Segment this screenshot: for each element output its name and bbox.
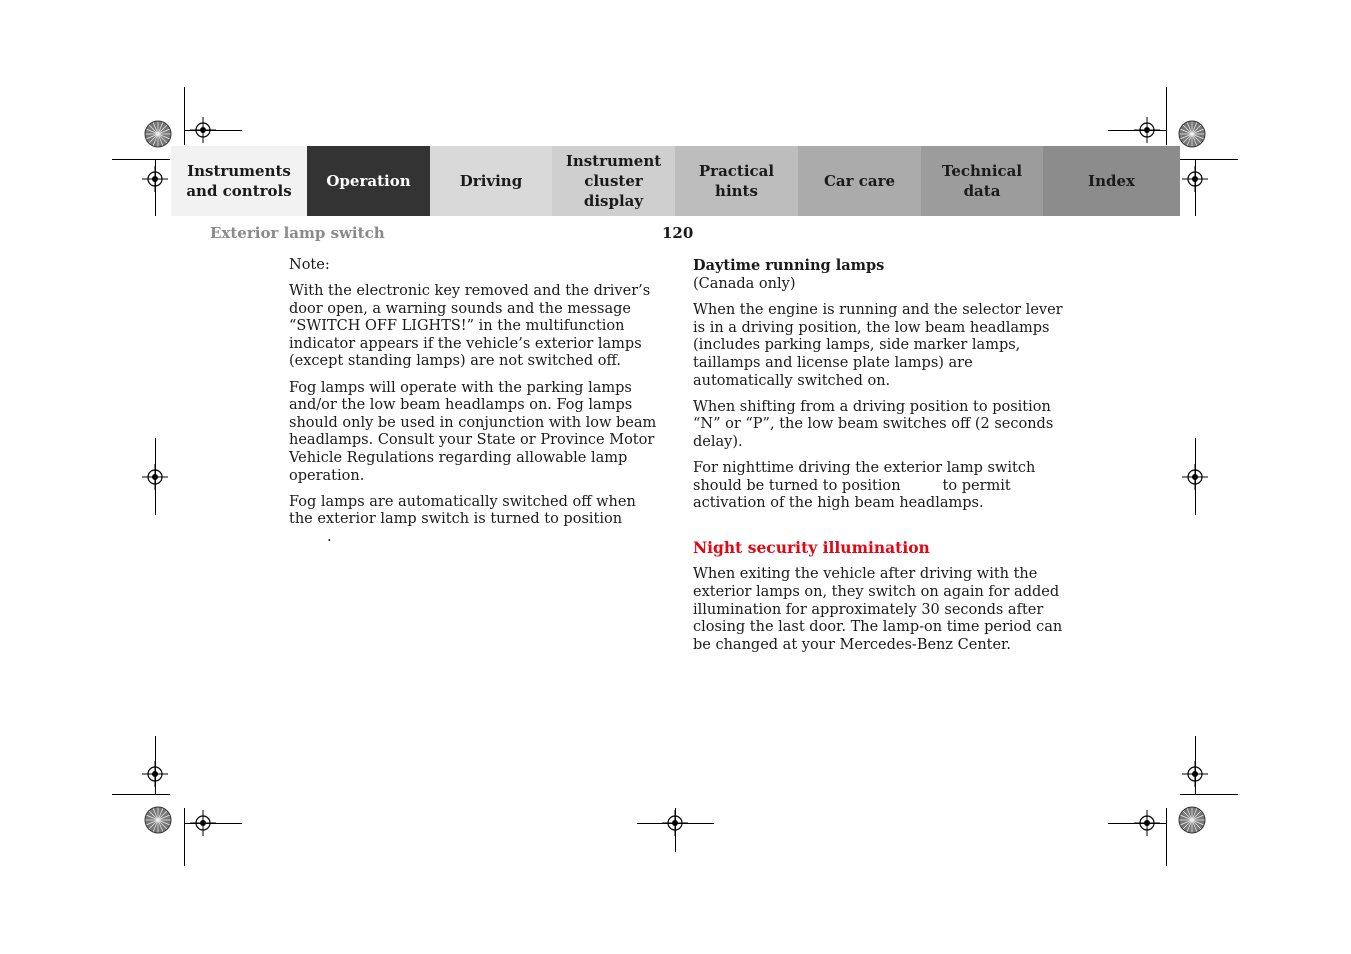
tab-car-care[interactable]: [798, 146, 921, 216]
tab-technical-data[interactable]: [921, 146, 1043, 216]
section-title: Exterior lamp switch: [210, 224, 385, 242]
drl-heading: Daytime running lamps: [693, 257, 885, 274]
page-number: 120: [662, 224, 694, 242]
left-column: [289, 257, 659, 555]
paragraph: When shifting from a driving position to position “N” or “P”, the low beam switches off (2 seconds delay).: [693, 398, 1054, 450]
chapter-tabs: [171, 146, 1180, 216]
tab-operation[interactable]: [307, 146, 430, 216]
tab-label: Technical data: [941, 162, 1023, 200]
paragraph-text: Fog lamps are automatically switched off when the exterior lamp switch is turned to position: [289, 493, 636, 528]
tab-label: Car care: [823, 172, 896, 190]
paragraph-text: to permit activation of the high beam headlamps.: [693, 477, 1011, 512]
paragraph: Fog lamps will operate with the parking lamps and/or the low beam headlamps on. Fog lamps should only be used in conjunction with low beam headlamps. Consult your State or Province Motor Vehicle Regulations regarding allowable lamp operation.: [289, 379, 657, 484]
paragraph-text: .: [327, 528, 332, 545]
paragraph: [289, 494, 659, 547]
right-column: [693, 257, 1063, 663]
tab-label: Operation: [326, 172, 411, 190]
tab-index[interactable]: [1043, 146, 1180, 216]
drl-subheading: (Canada only): [693, 275, 796, 292]
tab-label: Instrument cluster display: [565, 152, 662, 210]
paragraph: With the electronic key removed and the driver’s door open, a warning sounds and the message “SWITCH OFF LIGHTS!” in the multifunction indicator appears if the vehicle’s exterior lamps (except standing lamps) are not switched off.: [289, 283, 651, 370]
tab-instruments-and-controls[interactable]: [171, 146, 307, 216]
tab-label: Instruments and controls: [186, 162, 292, 200]
note-label: Note:: [289, 257, 330, 273]
paragraph: [693, 460, 1063, 513]
tab-driving[interactable]: [430, 146, 552, 216]
tab-label: Index: [1088, 172, 1135, 190]
tab-label: Practical hints: [698, 162, 775, 200]
tab-instrument-cluster-display[interactable]: [552, 146, 675, 216]
tab-practical-hints[interactable]: [675, 146, 798, 216]
paragraph: When the engine is running and the selector lever is in a driving position, the low beam headlamps (includes parking lamps, side marker lamps, taillamps and license plate lamps) are automatically switched on.: [693, 302, 1063, 389]
paragraph: When exiting the vehicle after driving with the exterior lamps on, they switch on again for added illumination for approximately 30 seconds after closing the last door. The lamp-on time period can be changed at your Mercedes-Benz Center.: [693, 566, 1063, 653]
night-security-heading: Night security illumination: [693, 537, 930, 557]
paragraph-text: For nighttime driving the exterior lamp switch should be turned to position: [693, 459, 1036, 494]
drl-block: [693, 257, 1063, 293]
tab-label: Driving: [459, 172, 523, 190]
